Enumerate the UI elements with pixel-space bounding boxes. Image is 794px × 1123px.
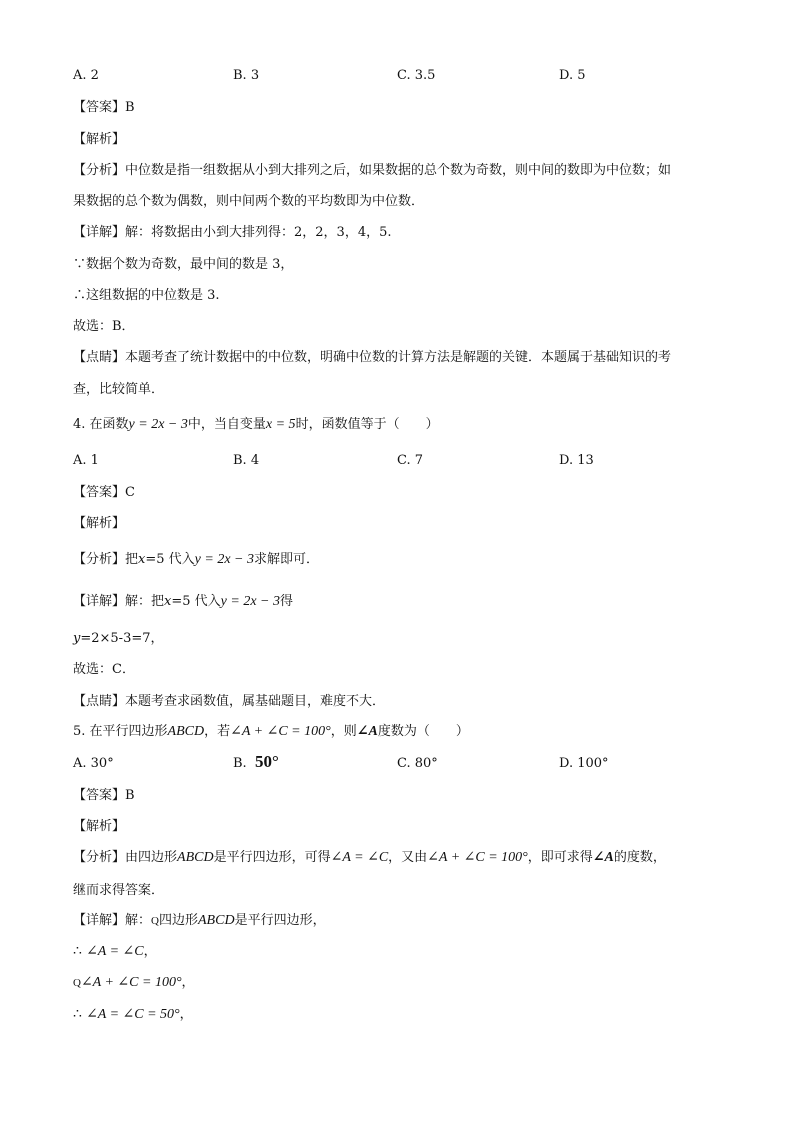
xiangjie-pre: 解： — [125, 913, 152, 928]
fenxi-pre: 由四边形 — [125, 850, 178, 865]
q4-stem-function: y = 2x − 3 — [128, 417, 188, 432]
step3-equation: ∠A = ∠C = 50° — [86, 1007, 180, 1022]
xiangjie-tag: 【详解】 — [73, 225, 126, 240]
step2-end: ， — [181, 975, 195, 990]
answer-tag: 【答案】 — [73, 788, 126, 803]
dianjing-tag: 【点睛】 — [73, 350, 126, 365]
q3-option-b: B. 3 — [233, 68, 260, 83]
dianjing-text: 本题考查求函数值，属基础题目，难度不大． — [125, 694, 386, 709]
xiangjie-abcd: ABCD — [198, 913, 235, 928]
q4-option-b: B. 4 — [233, 453, 260, 468]
xiangjie-tag: 【详解】 — [73, 594, 126, 609]
xiangjie-function: y = 2x − 3 — [220, 594, 280, 609]
xiangjie-mid: =5 代入 — [171, 594, 221, 609]
fenxi-eq2: ∠A + ∠C = 100° — [427, 850, 528, 865]
q3-option-c: C. 3.5 — [397, 68, 436, 83]
calc-rest: =2×5-3=7， — [80, 631, 164, 646]
answer-value: B — [125, 788, 135, 803]
fenxi-post: 的度数， — [613, 850, 666, 865]
q4-xiangjie — [73, 593, 293, 611]
q5-stem-mid2: ，则 — [330, 724, 357, 739]
fenxi-tag: 【分析】 — [73, 850, 126, 865]
q5-stem-angle: ∠A — [356, 724, 378, 739]
answer-value: C — [125, 485, 135, 500]
dianjing-tag: 【点睛】 — [73, 694, 126, 709]
because-symbol: Q — [151, 915, 159, 927]
q3-xiangjie-line3: ∴这组数据的中位数是 3. — [73, 288, 220, 303]
xiangjie-tag: 【详解】 — [73, 913, 126, 928]
q5-stem-pre: 5. 在平行四边形 — [73, 724, 168, 739]
step3-end: ， — [179, 1007, 193, 1022]
xiangjie-text: 解：将数据由小到大排列得：2，2，3，4，5. — [125, 225, 392, 240]
xiangjie-mid: 四边形 — [158, 913, 198, 928]
dianjing-text: 本题考查了统计数据中的中位数，明确中位数的计算方法是解题的关键．本题属于基础知识的考 — [125, 350, 672, 365]
q4-option-d: D. 13 — [559, 453, 594, 468]
step1-equation: ∠A = ∠C — [86, 944, 144, 959]
step1-end: ， — [143, 944, 157, 959]
fenxi-post: 求解即可． — [254, 552, 320, 567]
q5-step2 — [73, 974, 195, 992]
q3-xiangjie-line2: ∵数据个数为奇数，最中间的数是 3， — [73, 257, 294, 272]
answer-tag: 【答案】 — [73, 100, 126, 115]
q5-stem-abcd: ABCD — [167, 724, 205, 739]
because-symbol: Q — [73, 977, 81, 989]
q3-dianjing-line2: 查，比较简单． — [73, 382, 165, 397]
q4-stem-x: x = 5 — [265, 417, 296, 432]
q3-option-a: A. 2 — [73, 68, 99, 83]
fenxi-function: y = 2x − 3 — [194, 552, 254, 567]
q5-option-b — [233, 753, 279, 773]
fenxi-x: x — [138, 552, 146, 567]
q5-stem-post: 度数为（ ） — [377, 724, 469, 739]
q3-option-d: D. 5 — [559, 68, 586, 83]
q5-stem-equation: ∠A + ∠C = 100° — [230, 724, 331, 739]
q3-fenxi-line2: 果数据的总个数为偶数，则中间两个数的平均数即为中位数． — [73, 194, 425, 209]
fenxi-eq1: ∠A = ∠C — [330, 850, 389, 865]
q4-option-a: A. 1 — [73, 453, 99, 468]
q3-choice: 故选：B． — [73, 319, 135, 334]
q4-option-c: C. 7 — [397, 453, 424, 468]
fenxi-mid3: ，即可求得 — [527, 850, 593, 865]
q5-answer — [73, 787, 135, 805]
q5-option-c: C. 80° — [397, 756, 438, 771]
q4-stem — [73, 416, 439, 434]
fenxi-tag: 【分析】 — [73, 552, 126, 567]
q5-step1 — [73, 943, 157, 961]
q3-answer — [73, 99, 135, 117]
q4-choice: 故选：C． — [73, 662, 135, 677]
q4-calculation — [73, 630, 164, 648]
xiangjie-post: 得 — [280, 594, 294, 609]
q4-stem-mid: 中，当自变量 — [187, 417, 266, 432]
q5-option-d: D. 100° — [559, 756, 609, 771]
therefore-symbol: ∴ — [73, 1007, 82, 1022]
xiangjie-x: x — [164, 594, 172, 609]
xiangjie-pre: 解：把 — [125, 594, 165, 609]
fenxi-text: 中位数是指一组数据从小到大排列之后，如果数据的总个数为奇数，则中间的数即为中位数；如 — [125, 163, 672, 178]
q3-fenxi-line1 — [73, 162, 671, 180]
q5-stem-mid: ，若 — [204, 724, 231, 739]
q5-option-b-letter: B. — [233, 756, 247, 771]
q4-dianjing — [73, 693, 385, 711]
fenxi-mid: =5 代入 — [145, 552, 195, 567]
fenxi-tag: 【分析】 — [73, 163, 126, 178]
answer-value: B — [125, 100, 135, 115]
q3-xiangjie-line1 — [73, 224, 392, 242]
answer-tag: 【答案】 — [73, 485, 126, 500]
fenxi-pre: 把 — [125, 552, 139, 567]
fenxi-mid: 是平行四边形，可得 — [213, 850, 331, 865]
calc-y: y — [73, 631, 81, 646]
q5-step3 — [73, 1006, 193, 1024]
q5-option-a: A. 30° — [73, 756, 114, 771]
therefore-symbol: ∴ — [73, 944, 82, 959]
q4-analysis-tag: 【解析】 — [73, 516, 126, 531]
step2-equation: ∠A + ∠C = 100° — [80, 975, 182, 990]
q4-answer — [73, 484, 135, 502]
q3-dianjing-line1 — [73, 349, 671, 367]
q5-analysis-tag: 【解析】 — [73, 819, 126, 834]
q4-stem-pre: 4. 在函数 — [73, 417, 129, 432]
fenxi-mid2: ，又由 — [388, 850, 428, 865]
q3-analysis-tag: 【解析】 — [73, 132, 126, 147]
q4-stem-post: 时，函数值等于（ ） — [295, 417, 439, 432]
q5-option-b-value: 50° — [254, 752, 279, 771]
q5-xiangjie — [73, 912, 326, 930]
q5-fenxi-line1 — [73, 849, 666, 867]
q5-fenxi-line2: 继而求得答案． — [73, 883, 165, 898]
q4-fenxi — [73, 551, 319, 569]
xiangjie-post: 是平行四边形， — [234, 913, 326, 928]
q5-stem — [73, 723, 469, 741]
fenxi-abcd: ABCD — [177, 850, 214, 865]
fenxi-angle: ∠A — [592, 850, 614, 865]
